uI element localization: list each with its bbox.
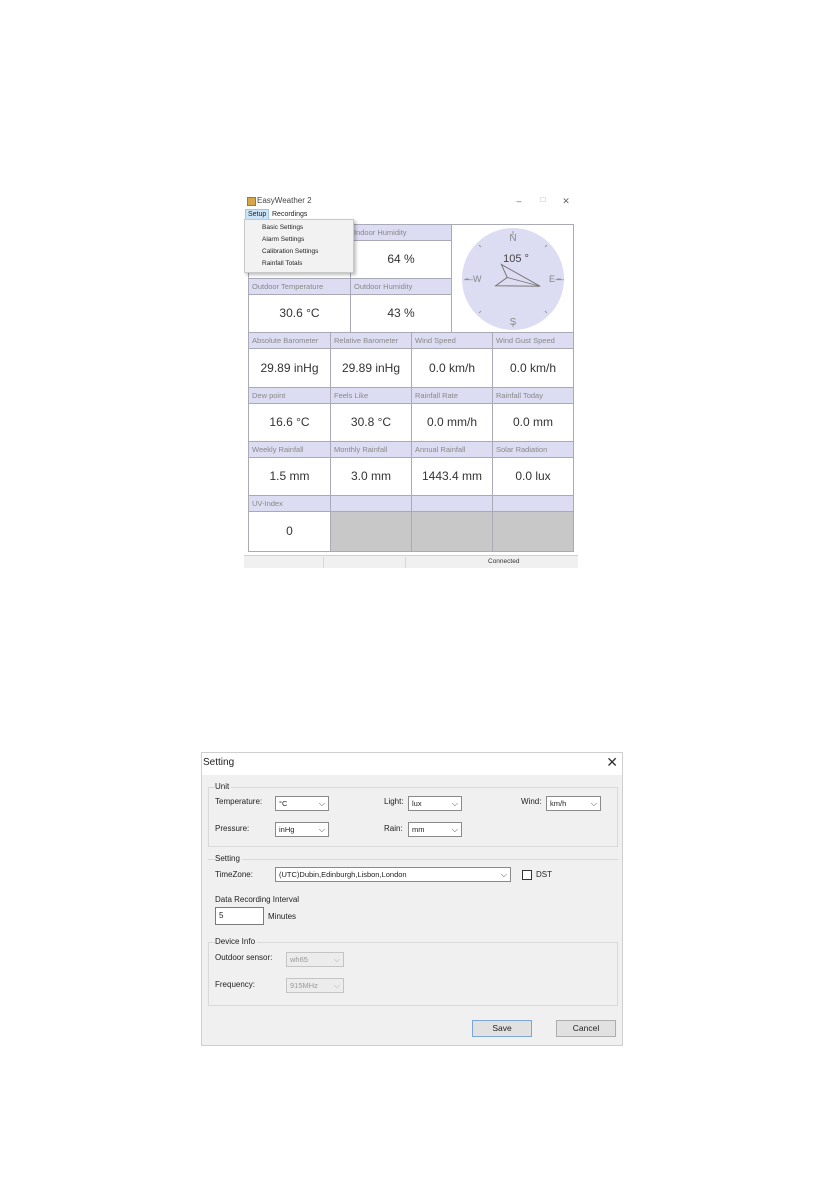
- rain-select[interactable]: mm ⌵: [408, 822, 462, 837]
- annual-rainfall-cell: [411, 441, 493, 496]
- timezone-select[interactable]: (UTC)Dubin,Edinburgh,Lisbon,London ⌵: [275, 867, 511, 882]
- outdoor-temperature-label: Outdoor Temperature: [249, 279, 350, 295]
- rainfall-today-label: Rainfall Today: [493, 388, 573, 404]
- rainfall-today-value: 0.0 mm: [512, 415, 553, 429]
- annual-rainfall-value: 1443.4 mm: [421, 469, 483, 483]
- uv-index-label: UV-Index: [249, 496, 330, 512]
- wind-speed-cell: [411, 332, 493, 388]
- feels-like-label: Feels Like: [331, 388, 411, 404]
- wind-compass-cell: [451, 224, 574, 333]
- outdoor-humidity-cell: [350, 278, 452, 333]
- dialog-close-button[interactable]: ✕: [606, 754, 618, 770]
- menu-setup[interactable]: Setup: [245, 209, 269, 220]
- chevron-down-icon: ⌵: [451, 825, 458, 834]
- chevron-down-icon: ⌵: [318, 799, 325, 808]
- relative-barometer-value: 29.89 inHg: [341, 360, 401, 375]
- wind-gust-speed-cell: [492, 332, 574, 388]
- empty-cell: [492, 495, 574, 552]
- absolute-barometer-value: 29.89 inHg: [260, 360, 319, 375]
- compass-west-label: —W: [464, 274, 482, 284]
- unit-group-title: Unit: [215, 782, 230, 791]
- empty-cell: [330, 495, 412, 552]
- uv-index-value: 0: [286, 524, 293, 538]
- outdoor-temperature-cell: [248, 278, 351, 333]
- menu-item-basic-settings[interactable]: Basic Settings: [262, 224, 304, 231]
- chevron-down-icon: ⌵: [318, 825, 325, 834]
- empty-cell: [411, 495, 493, 552]
- chevron-down-icon: ⌵: [333, 955, 340, 964]
- outdoor-sensor-label: Outdoor sensor:: [215, 953, 273, 962]
- pressure-select[interactable]: inHg ⌵: [275, 822, 329, 837]
- solar-radiation-value: 0.0 lux: [515, 469, 551, 483]
- chevron-down-icon: ⌵: [590, 799, 597, 808]
- status-bar: [244, 555, 578, 568]
- easyweather-window: [244, 193, 578, 568]
- frequency-label: Frequency:: [215, 980, 256, 989]
- indoor-humidity-cell: [350, 224, 452, 279]
- recording-interval-input[interactable]: 5: [215, 907, 264, 925]
- chevron-down-icon: ⌵: [451, 799, 458, 808]
- outdoor-humidity-label: Outdoor Humidity: [351, 279, 451, 295]
- pressure-label: Pressure:: [215, 824, 250, 833]
- wind-direction-value: 105 °: [503, 253, 529, 265]
- compass-north-label: N: [509, 233, 517, 244]
- weekly-rainfall-cell: [248, 441, 331, 496]
- uv-index-cell: [248, 495, 331, 552]
- temperature-label: Temperature:: [215, 797, 263, 806]
- light-label: Light:: [384, 797, 404, 806]
- solar-radiation-cell: [492, 441, 574, 496]
- outdoor-humidity-value: 43 %: [387, 306, 415, 320]
- feels-like-value: 30.8 °C: [350, 415, 392, 429]
- app-icon: [247, 197, 256, 206]
- window-title: EasyWeather 2: [257, 196, 312, 205]
- rain-label: Rain:: [384, 824, 403, 833]
- outdoor-temperature-value: 30.6 °C: [279, 306, 320, 320]
- relative-barometer-cell: [330, 332, 412, 388]
- monthly-rainfall-value: 3.0 mm: [350, 469, 391, 483]
- absolute-barometer-cell: [248, 332, 331, 388]
- menu-item-calibration-settings[interactable]: Calibration Settings: [262, 248, 319, 255]
- compass-south-label: S: [509, 317, 517, 328]
- recording-interval-label: Data Recording Interval: [215, 895, 300, 904]
- compass-east-label: E—: [549, 274, 565, 284]
- device-info-group: [208, 942, 618, 1006]
- absolute-barometer-label: Absolute Barometer: [249, 333, 330, 349]
- wind-gust-speed-label: Wind Gust Speed: [493, 333, 573, 349]
- wind-label: Wind:: [521, 797, 542, 806]
- menu-item-alarm-settings[interactable]: Alarm Settings: [262, 236, 305, 243]
- annual-rainfall-label: Annual Rainfall: [412, 442, 492, 458]
- indoor-humidity-label: Indoor Humidity: [351, 225, 451, 241]
- dst-label: DST: [536, 870, 552, 879]
- light-select[interactable]: lux ⌵: [408, 796, 462, 811]
- weekly-rainfall-label: Weekly Rainfall: [249, 442, 330, 458]
- maximize-button[interactable]: ☐: [539, 197, 547, 204]
- dialog-title-bar: [202, 753, 622, 775]
- chevron-down-icon: ⌵: [333, 981, 340, 990]
- rainfall-rate-cell: [411, 387, 493, 442]
- rainfall-rate-value: 0.0 mm/h: [426, 415, 477, 429]
- device-info-group-title: Device Info: [215, 937, 256, 946]
- wind-compass: [452, 225, 573, 332]
- wind-gust-speed-value: 0.0 km/h: [509, 360, 557, 375]
- status-segment: [244, 557, 324, 568]
- temperature-select[interactable]: °C ⌵: [275, 796, 329, 811]
- title-bar: [244, 193, 578, 209]
- close-button[interactable]: ✕: [562, 196, 570, 206]
- connection-status: Connected: [488, 558, 520, 565]
- menu-item-rainfall-totals[interactable]: Rainfall Totals: [262, 260, 303, 267]
- wind-select[interactable]: km/h ⌵: [546, 796, 601, 811]
- dialog-title: Setting: [203, 757, 235, 768]
- dew-point-label: Dew point: [249, 388, 330, 404]
- dst-checkbox[interactable]: [522, 870, 532, 880]
- dew-point-cell: [248, 387, 331, 442]
- monthly-rainfall-cell: [330, 441, 412, 496]
- setting-group-title: Setting: [215, 854, 240, 863]
- solar-radiation-label: Solar Radiation: [493, 442, 573, 458]
- rainfall-today-cell: [492, 387, 574, 442]
- readings-grid: [248, 224, 574, 552]
- rainfall-rate-label: Rainfall Rate: [412, 388, 492, 404]
- wind-speed-value: 0.0 km/h: [428, 360, 476, 375]
- feels-like-cell: [330, 387, 412, 442]
- status-segment: [324, 557, 406, 568]
- outdoor-sensor-select: wh65 ⌵: [286, 952, 344, 967]
- monthly-rainfall-label: Monthly Rainfall: [331, 442, 411, 458]
- dew-point-value: 16.6 °C: [269, 415, 310, 429]
- frequency-select: 915MHz ⌵: [286, 978, 344, 993]
- chevron-down-icon: ⌵: [500, 870, 507, 879]
- menu-recordings[interactable]: Recordings: [272, 211, 308, 218]
- relative-barometer-label: Relative Barometer: [331, 333, 411, 349]
- save-button[interactable]: Save: [472, 1020, 532, 1037]
- wind-speed-label: Wind Speed: [412, 333, 492, 349]
- weekly-rainfall-value: 1.5 mm: [269, 469, 310, 483]
- setup-dropdown-menu: [244, 219, 354, 273]
- minimize-button[interactable]: –: [516, 196, 522, 206]
- cancel-button[interactable]: Cancel: [556, 1020, 616, 1037]
- setting-dialog: [201, 752, 623, 1046]
- indoor-humidity-value: 64 %: [387, 252, 415, 266]
- interval-unit-label: Minutes: [268, 912, 297, 921]
- timezone-label: TimeZone:: [215, 870, 253, 879]
